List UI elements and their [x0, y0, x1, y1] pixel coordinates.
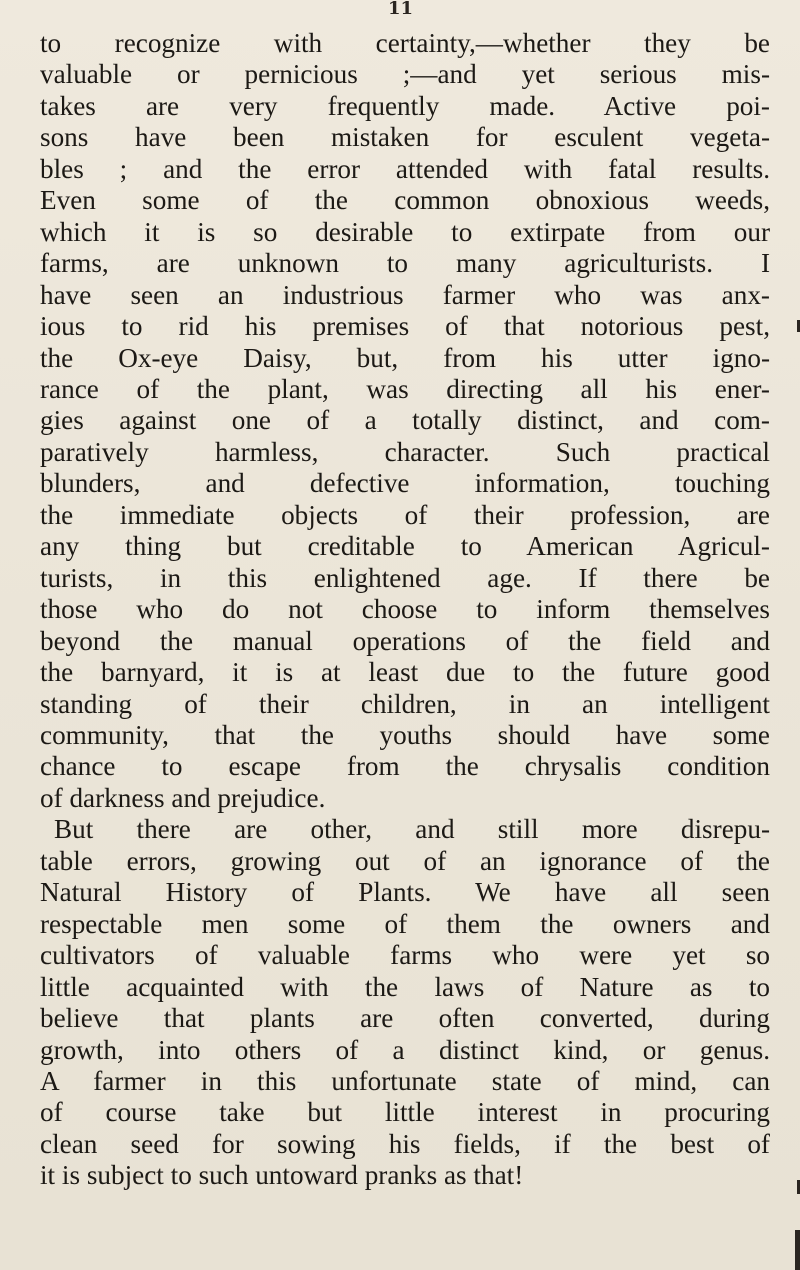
text-line: the immediate objects of their profession, are — [40, 499, 770, 530]
text-line: which it is so desirable to extirpate from our — [40, 216, 770, 247]
text-line: cultivators of valuable farms who were yet so — [40, 940, 770, 971]
text-line: beyond the manual operations of the field and — [40, 625, 770, 656]
text-line: standing of their children, in an intelligent — [40, 688, 770, 719]
text-line: have seen an industrious farmer who was anx- — [40, 279, 770, 310]
text-line: respectable men some of them the owners and — [40, 908, 770, 939]
text-line: valuable or pernicious ;—and yet serious mis- — [40, 59, 770, 90]
text-line: sons have been mistaken for esculent vegeta- — [40, 122, 770, 153]
text-line: But there are other, and still more disrepu- — [54, 814, 770, 845]
text-line: community, that the youths should have some — [40, 719, 770, 750]
margin-ink-mark — [795, 1230, 800, 1270]
text-line: takes are very frequently made. Active poi- — [40, 90, 770, 121]
text-line: of darkness and prejudice. — [40, 782, 326, 813]
text-line: bles ; and the error attended with fatal results. — [40, 153, 770, 184]
text-line: blunders, and defective information, touching — [40, 468, 770, 499]
text-line: it is subject to such untoward pranks as that! — [40, 1160, 524, 1191]
text-line: table errors, growing out of an ignorance of the — [40, 845, 770, 876]
text-line: ious to rid his premises of that notorious pest, — [40, 311, 770, 342]
text-line: farms, are unknown to many agriculturists. I — [40, 248, 770, 279]
text-line: Even some of the common obnoxious weeds, — [40, 185, 770, 216]
text-line: gies against one of a totally distinct, and com- — [40, 405, 770, 436]
text-line: A farmer in this unfortunate state of mind, can — [40, 1065, 770, 1096]
text-line: those who do not choose to inform themselves — [40, 594, 770, 625]
text-line: paratively harmless, character. Such practical — [40, 436, 770, 467]
text-line: to recognize with certainty,—whether they be — [40, 28, 770, 58]
text-line: turists, in this enlightened age. If there be — [40, 562, 770, 593]
text-line: growth, into others of a distinct kind, or genus. — [40, 1034, 770, 1065]
text-line: of course take but little interest in procuring — [40, 1097, 770, 1128]
text-line: the Ox-eye Daisy, but, from his utter igno- — [40, 342, 770, 373]
text-line: Natural History of Plants. We have all seen — [40, 877, 770, 908]
text-line: little acquainted with the laws of Nature as to — [40, 971, 770, 1002]
text-line: clean seed for sowing his fields, if the best of — [40, 1128, 770, 1159]
text-line: chance to escape from the chrysalis condition — [40, 751, 770, 782]
text-line: any thing but creditable to American Agricul- — [40, 531, 770, 562]
body-text — [40, 28, 770, 1192]
page-number: 11 — [388, 0, 414, 19]
text-line: rance of the plant, was directing all his ener- — [40, 373, 770, 404]
text-line: the barnyard, it is at least due to the future good — [40, 657, 770, 688]
text-line: believe that plants are often converted, during — [40, 1003, 770, 1034]
